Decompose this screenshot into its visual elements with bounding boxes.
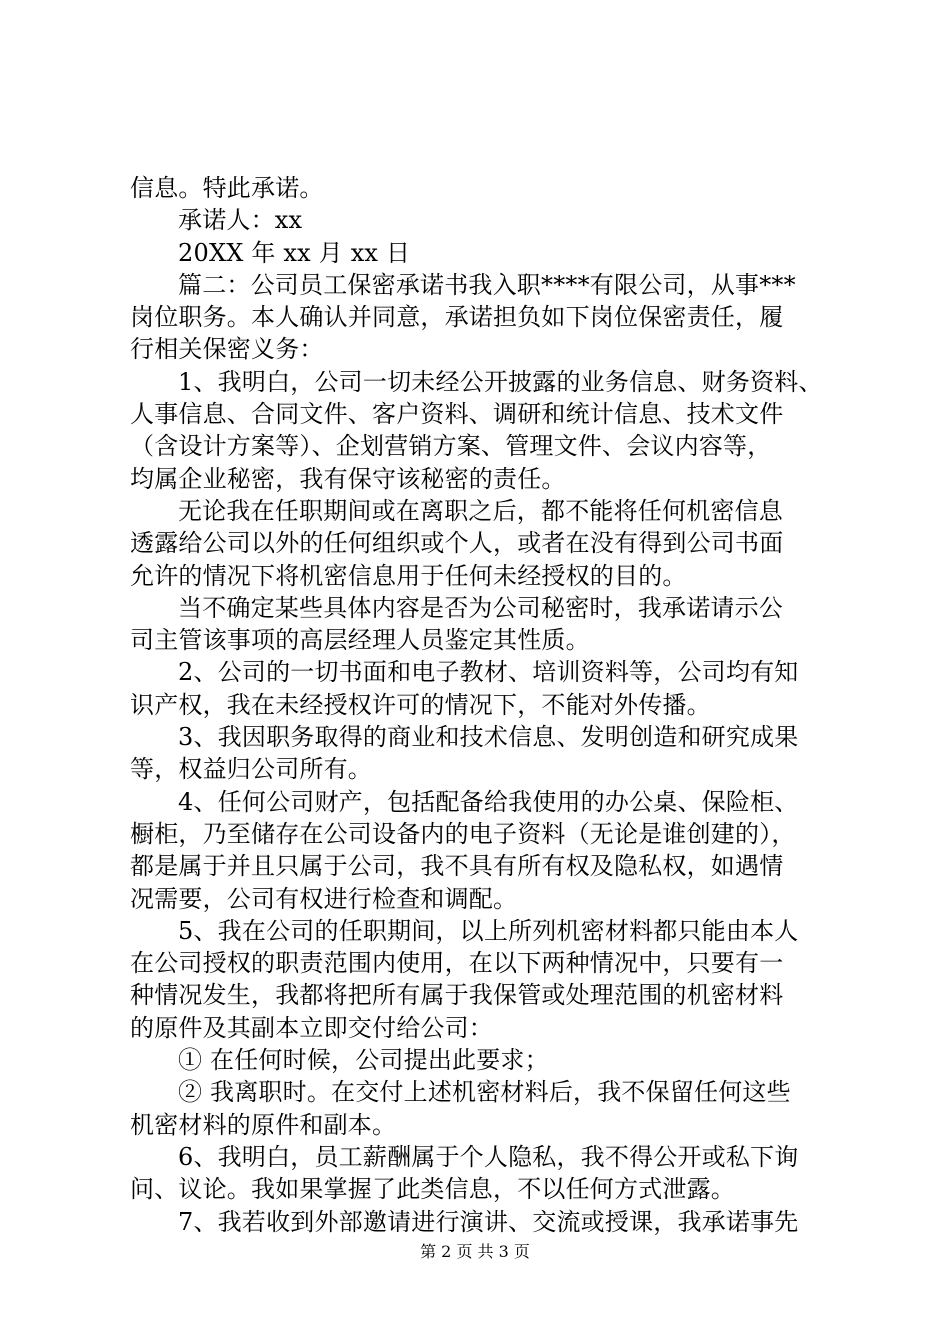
text-line: 允许的情况下将机密信息用于任何未经授权的目的。 bbox=[130, 561, 687, 590]
page-footer: 第 2 页 共 3 页 bbox=[420, 1242, 530, 1261]
text-line: 信息。特此承诺。 bbox=[130, 174, 324, 202]
text-line: 岗位职务。本人确认并同意，承诺担负如下岗位保密责任，履 bbox=[130, 303, 784, 332]
text-line: 人事信息、合同文件、客户资料、调研和统计信息、技术文件 bbox=[130, 400, 784, 429]
text-line: 等，权益归公司所有。 bbox=[130, 755, 372, 784]
text-line: 3、我因职务取得的商业和技术信息、发明创造和研究成果 bbox=[178, 723, 799, 752]
text-line: 均属企业秘密，我有保守该秘密的责任。 bbox=[130, 464, 566, 493]
text-line: 机密材料的原件和副本。 bbox=[130, 1110, 397, 1139]
text-line: 况需要，公司有权进行检查和调配。 bbox=[130, 884, 518, 913]
text-line: 4、任何公司财产，包括配备给我使用的办公桌、保险柜、 bbox=[178, 787, 799, 816]
text-line: ① 在任何时候，公司提出此要求； bbox=[178, 1046, 549, 1075]
text-line: 5、我在公司的任职期间，以上所列机密材料都只能由本人 bbox=[178, 916, 799, 945]
text-line: 当不确定某些具体内容是否为公司秘密时，我承诺请示公 bbox=[178, 593, 783, 622]
text-line: 无论我在任职期间或在离职之后，都不能将任何机密信息 bbox=[178, 496, 783, 525]
text-line: 2、公司的一切书面和电子教材、培训资料等，公司均有知 bbox=[178, 658, 799, 687]
text-line: 问、议论。我如果掌握了此类信息，不以任何方式泄露。 bbox=[130, 1175, 735, 1204]
text-line: 透露给公司以外的任何组织或个人，或者在没有得到公司书面 bbox=[130, 529, 784, 558]
text-line: 都是属于并且只属于公司，我不具有所有权及隐私权，如遇情 bbox=[130, 852, 784, 881]
document-body bbox=[130, 172, 830, 1238]
text-line: 司主管该事项的高层经理人员鉴定其性质。 bbox=[130, 626, 590, 655]
text-line: 的原件及其副本立即交付给公司： bbox=[130, 1013, 493, 1042]
text-line: ② 我离职时。在交付上述机密材料后，我不保留任何这些 bbox=[178, 1078, 791, 1107]
text-line: 20XX 年 xx 月 xx 日 bbox=[178, 238, 411, 267]
text-line: 7、我若收到外部邀请进行演讲、交流或授课，我承诺事先 bbox=[178, 1207, 799, 1236]
text-line: 橱柜，乃至储存在公司设备内的电子资料（无论是谁创建的）， bbox=[130, 819, 796, 848]
text-line: 种情况发生，我都将把所有属于我保管或处理范围的机密材料 bbox=[130, 981, 784, 1010]
text-line: 承诺人：xx bbox=[178, 206, 303, 235]
text-line: 篇二：公司员工保密承诺书我入职****有限公司，从事*** bbox=[178, 270, 796, 299]
text-line: （含设计方案等）、企划营销方案、管理文件、会议内容等， bbox=[130, 432, 772, 461]
text-line: 在公司授权的职责范围内使用，在以下两种情况中，只要有一 bbox=[130, 949, 784, 978]
text-line: 6、我明白，员工薪酬属于个人隐私，我不得公开或私下询 bbox=[178, 1142, 799, 1171]
text-line: 行相关保密义务： bbox=[130, 335, 324, 364]
text-line: 1、我明白，公司一切未经公开披露的业务信息、财务资料、 bbox=[178, 367, 823, 396]
text-line: 识产权，我在未经授权许可的情况下，不能对外传播。 bbox=[130, 690, 711, 719]
